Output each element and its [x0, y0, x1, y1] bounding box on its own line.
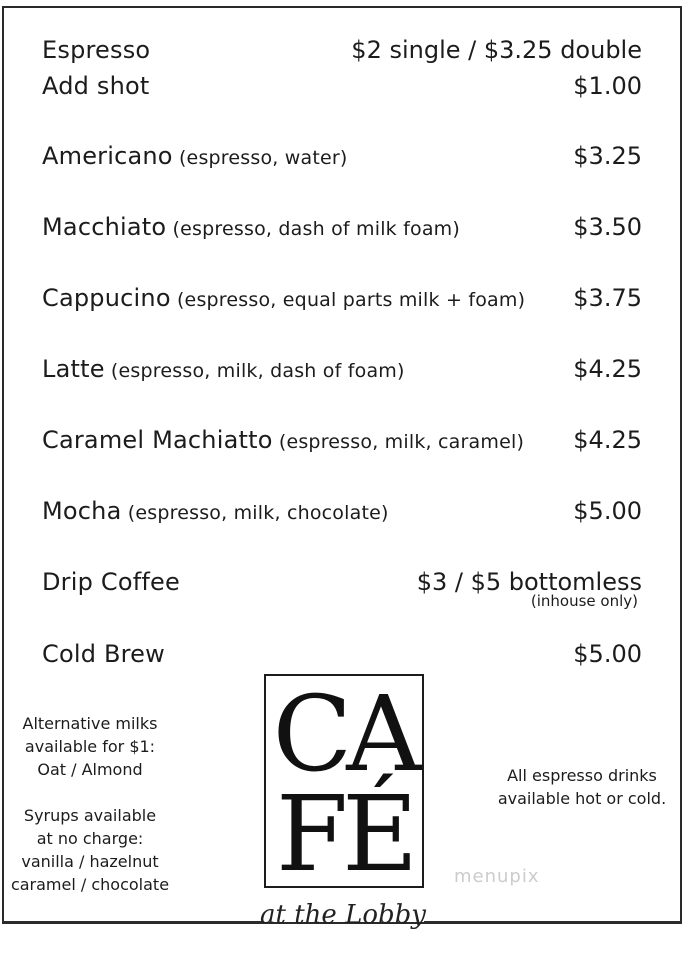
item-name: Espresso [42, 36, 151, 64]
menu-item-macchiato [42, 213, 642, 241]
menu-item-americano [42, 142, 642, 170]
item-price: $3.25 [573, 142, 642, 170]
drip-note: (inhouse only) [530, 592, 638, 610]
item-description: (espresso, dash of milk foam) [166, 218, 461, 240]
menu-item-cold-brew [42, 640, 642, 668]
menu-item-caramel-machiatto [42, 426, 642, 454]
watermark: menupix [454, 866, 540, 887]
alt-milks-note: Alternative milks available for $1: Oat / Almond [22, 714, 158, 779]
menu-item-latte [42, 355, 642, 383]
item-description: (espresso, milk, caramel) [272, 431, 525, 453]
logo-line-2: FÉ [275, 773, 413, 895]
hot-cold-note: All espresso drinks available hot or cold. [497, 766, 667, 808]
item-description: (espresso, milk, chocolate) [121, 502, 389, 524]
item-name: Add shot [42, 72, 150, 100]
item-description: (espresso, water) [172, 147, 348, 169]
item-description: (espresso, milk, dash of foam) [104, 360, 405, 382]
item-price: $1.00 [573, 72, 642, 100]
menu-item-espresso [42, 36, 642, 64]
item-description: (espresso, equal parts milk + foam) [170, 289, 526, 311]
item-price: $4.25 [573, 426, 642, 454]
item-price: $3.50 [573, 213, 642, 241]
menu-item-cappucino [42, 284, 642, 312]
item-name: Drip Coffee [42, 568, 180, 596]
item-price: $3 / $5 bottomless [416, 568, 642, 596]
cafe-logo [264, 673, 424, 895]
menu-item-mocha [42, 497, 642, 525]
logo-line-1: CA [272, 673, 416, 795]
item-name: Cappucino [42, 284, 171, 312]
menu-item-add-shot [42, 72, 642, 100]
item-price: $5.00 [573, 497, 642, 525]
signature-text: at the Lobby [260, 900, 426, 930]
item-name: Macchiato [42, 213, 167, 241]
item-name: Cold Brew [42, 640, 165, 668]
item-name: Mocha [42, 497, 122, 525]
syrups-note: Syrups available at no charge: vanilla / hazelnut caramel / chocolate [10, 806, 170, 894]
item-name: Caramel Machiatto [42, 426, 273, 454]
item-price: $2 single / $3.25 double [351, 36, 642, 64]
item-name: Americano [42, 142, 173, 170]
item-price: $3.75 [573, 284, 642, 312]
item-price: $4.25 [573, 355, 642, 383]
item-name: Latte [42, 355, 105, 383]
item-price: $5.00 [573, 640, 642, 668]
